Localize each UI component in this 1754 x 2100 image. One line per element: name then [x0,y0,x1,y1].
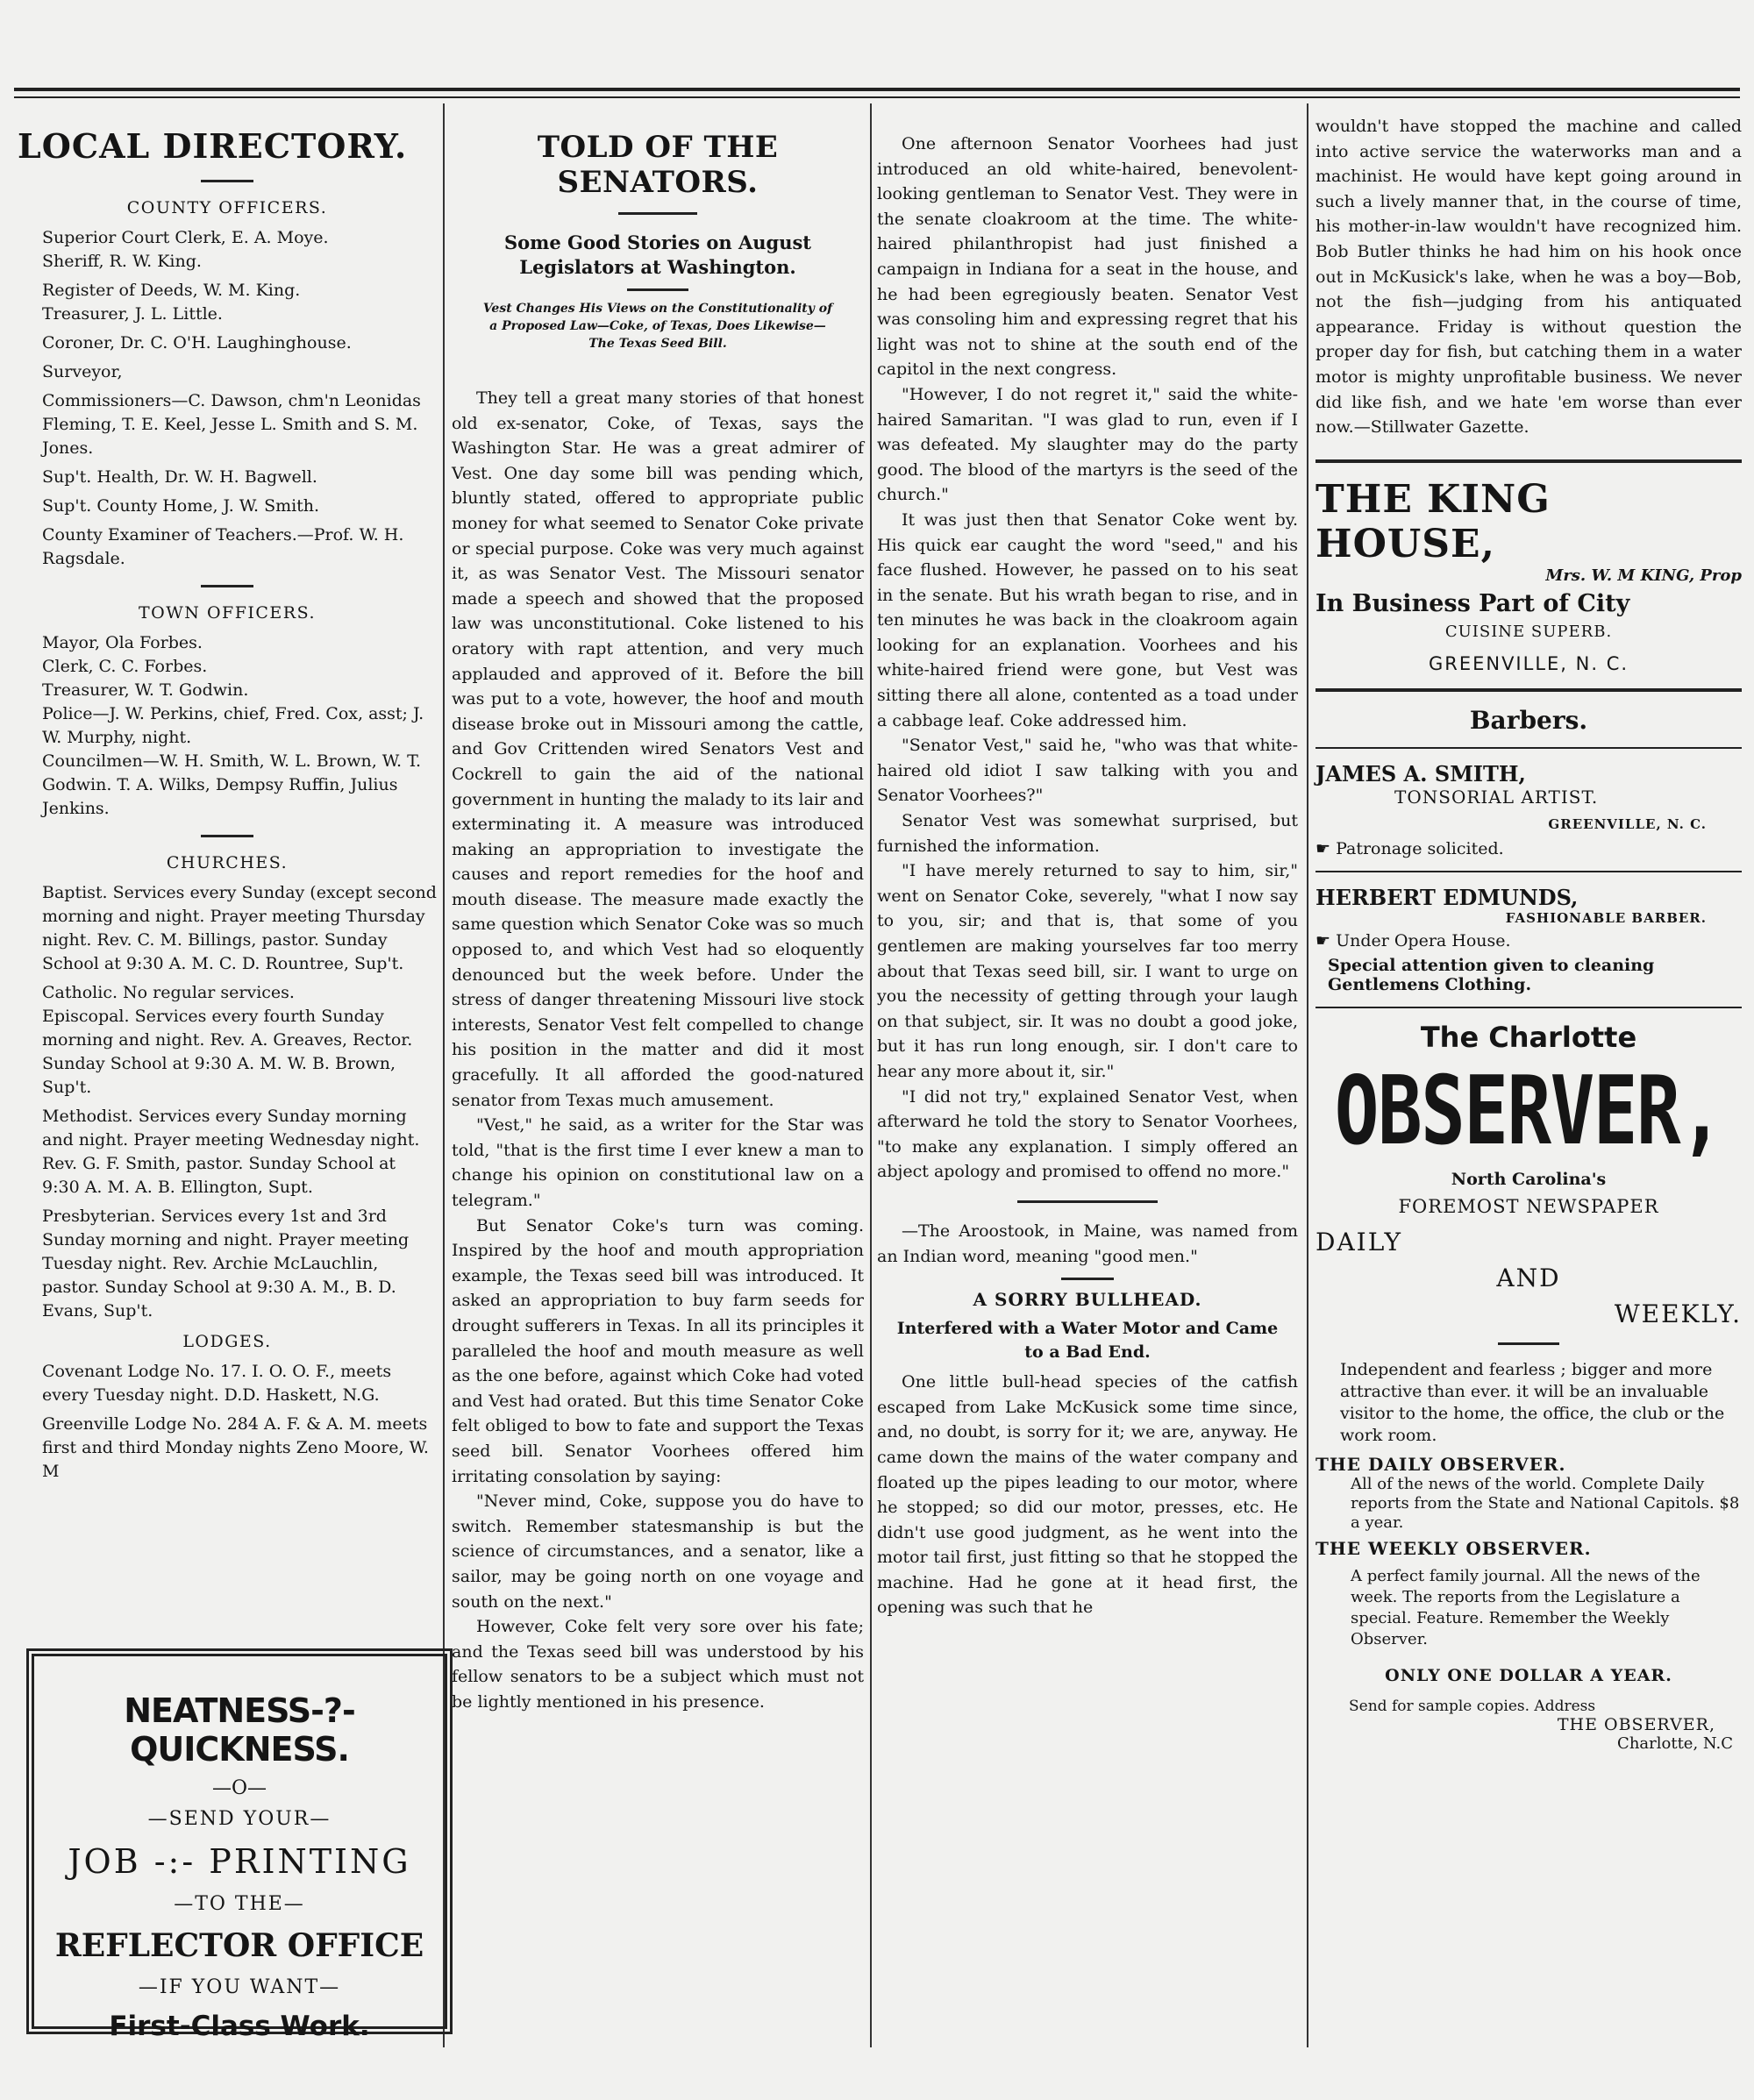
article-paragraph: However, Coke felt very sore over his fate; and the Texas seed bill was understood by his fellow senators to be a subject which must not be lightly mentioned in his presence. [452,1617,864,1712]
aroostook-note: —The Aroostook, in Maine, was named from an Indian word, meaning "good men." [877,1221,1298,1266]
divider [1316,747,1742,749]
county-heading: COUNTY OFFICERS. [126,198,328,217]
ad-ornament: —O— [211,1777,267,1799]
pointing-hand-icon: ☛ [1316,930,1337,950]
county-list [18,226,437,571]
smith-ad [1316,761,1742,858]
lodges-list [18,1360,437,1484]
observer-the: The Charlotte [1420,1020,1637,1054]
ad-line: —SEND YOUR— [147,1808,332,1830]
pointing-hand-icon: ☛ [1316,838,1337,858]
directory-entry: Coroner, Dr. C. O'H. Laughinghouse. [42,333,352,352]
smith-title: TONSORIAL ARTIST. [1394,786,1599,808]
directory-entry: Superior Court Clerk, E. A. Moye. [42,228,329,247]
king-house-ad [1316,477,1742,674]
church-entry: Catholic. No regular services. [42,983,295,1002]
barbers-heading: Barbers. [1469,705,1588,735]
smith-name: JAMES A. SMITH, [1316,760,1526,787]
observer-daily-head: THE DAILY OBSERVER. [1316,1453,1566,1475]
directory-entry: Commissioners—C. Dawson, chm'n Leonidas Fleming, T. E. Keel, Jesse L. Smith and S. M. Jones. [42,391,421,458]
observer-daily: DAILY [1316,1227,1403,1256]
column-rule [870,103,872,2047]
directory-entry: Councilmen—W. H. Smith, W. L. Brown, W. T. Godwin. T. A. Wilks, Dempsy Ruffin, Julius Jenkins. [42,751,421,818]
article-paragraph: "Never mind, Coke, suppose you do have to switch. Remember statesmanship is but the science of circumstances, and a senator, like a sailor, may be going north on one voyage and south on the next." [452,1491,864,1612]
observer-addr2: Charlotte, N.C [1617,1733,1733,1753]
article-paragraph: "I have merely returned to say to him, sir," went on Senator Coke, severely, "what I now say to you, sir; and that is, that some of you gentlemen are making yourselves far too merry about that Texas seed bill, sir. I want to urge on you the necessity of getting through your laugh on that subject, sir. It was no doubt a good joke, but it has run long enough, sir. I don't care to hear any more about it, sir." [877,861,1298,1081]
edmunds-note: Special attention given to cleaning Gentlemens Clothing. [1328,955,1655,994]
church-entry: Methodist. Services every Sunday morning and night. Prayer meeting Wednesday night. Rev. G. F. Smith, pastor. Sunday School at 9:30 A. M. A. B. Ellington, Supt. [42,1107,420,1197]
observer-and: AND [1496,1263,1561,1292]
bullhead-title: A SORRY BULLHEAD. [973,1289,1202,1311]
directory-entry: Police—J. W. Perkins, chief, Fred. Cox, asst; J. W. Murphy, night. [42,704,424,747]
observer-weekly-desc: A perfect family journal. All the news of the week. The reports from the Legislature a special. Feature. Remember the Weekly Observer. [1351,1566,1701,1648]
king-house-cuisine: CUISINE SUPERB. [1444,622,1613,641]
smith-city: GREENVILLE, N. C. [1548,815,1707,832]
ad-line: —TO THE— [174,1893,305,1915]
king-house-title: THE KING HOUSE, [1316,476,1551,566]
top-rule-thin [14,96,1740,98]
article-title: TOLD OF THE SENATORS. [537,130,779,200]
king-house-location: In Business Part of City [1316,589,1630,617]
observer-price: ONLY ONE DOLLAR A YEAR. [1385,1665,1672,1685]
article-paragraph: They tell a great many stories of that honest old ex-senator, Coke, of Texas, says the Washington Star. He was a great admirer of Vest. One day some bill was pending which, bluntly stated, offered to appropriate public money for what seemed to Senator Coke private or special purpose. Coke was very much against it, as was Senator Vest. The Missouri senator made a speech and showed that the proposed law was unconstitutional. Coke listened to his oratory with rapt attention, and very much applauded and approved of it. Before the bill was put to a vote, however, the hoof and mouth disease broke out in Missouri among the cattle, and Gov Crittenden wired Senators Vest and Cockrell to gain the aid of the national government in hunting the malady to its lair and exterminating it. A measure was introduced making an appropriation to investigate the causes and report remedies for the hoof and mouth disease. The measure made exactly the same question which Senator Coke was so much opposed to, and which Vest had so eloquently denounced but the week before. Under the stress of danger threatening Missouri live stock interests, Senator Vest felt compelled to change his position in the matter and did it most gracefully. It all afforded the good-natured senator from Texas much amusement. [452,388,864,1110]
church-entry: Baptist. Services every Sunday (except second morning and night. Prayer meeting Thursday night. Rev. C. M. Billings, pastor. Sunday School at 9:30 A. M. C. D. Rountree, Sup't. [42,883,437,973]
divider [201,585,253,587]
edmunds-location-text: Under Opera House. [1336,930,1511,950]
observer-daily-desc: All of the news of the world. Complete Daily reports from the State and National Capitols. $8 a year. [1351,1474,1740,1532]
article-subtitle: Some Good Stories on August Legislators at Washington. [503,231,812,278]
divider [618,212,697,215]
divider [1017,1200,1158,1203]
right-column [1316,114,1742,1753]
edmunds-title: FASHIONABLE BARBER. [1505,909,1707,926]
churches-heading: CHURCHES. [166,853,289,872]
article-paragraph: Senator Vest was somewhat surprised, but furnished the information. [877,811,1298,856]
article-paragraph: "Senator Vest," said he, "who was that white-haired old idiot I saw talking with you and Senator Voorhees?" [877,736,1298,806]
column-rule [1307,103,1308,2047]
directory-entry: Clerk, C. C. Forbes. [42,657,208,676]
observer-state: North Carolina's [1451,1169,1607,1189]
observer-weekly-head: THE WEEKLY OBSERVER. [1316,1537,1592,1559]
directory-entry: County Examiner of Teachers.—Prof. W. H. Ragsdale. [42,525,404,568]
directory-entry: Treasurer, J. L. Little. [42,304,223,324]
ad-job-printing: JOB -:- PRINTING [68,1842,411,1881]
observer-tag: FOREMOST NEWSPAPER [1398,1195,1659,1217]
article-paragraph: "However, I do not regret it," said the white-haired Samaritan. "I was glad to run, even if I was defeated. My slaughter may do the party good. The blood of the martyrs is the seed of the church." [877,384,1298,505]
ad-headline: NEATNESS-?-QUICKNESS. [124,1691,355,1769]
divider [1316,459,1742,463]
directory-entry: Treasurer, W. T. Godwin. [42,680,249,700]
article-paragraph: "I did not try," explained Senator Vest, when afterward he told the story to Senator Voorhees, "to make any explanation. I simply offered an abject apology and promised to offend no more." [877,1086,1298,1182]
divider [201,835,253,837]
edmunds-name: HERBERT EDMUNDS, [1316,884,1579,910]
ad-line: —IF YOU WANT— [138,1976,341,1998]
article-paragraph: "Vest," he said, as a writer for the Star was told, "that is the first time I ever knew a man to change his opinion on constitutional law on a telegram." [452,1115,864,1210]
church-entry: Presbyterian. Services every 1st and 3rd Sunday morning and night. Prayer meeting Tuesday night. Rev. Archie McLauchlin, pastor. Sunday School at 9:30 A. M., B. D. Evans, Sup't. [42,1207,410,1321]
article-paragraph: But Senator Coke's turn was coming. Inspired by the hoof and mouth appropriation example, the Texas seed bill was introduced. It asked an appropriation to buy farm seeds for drought sufferers in Texas. In all its principles it paralleled the hoof and mouth measure as well as the one before, against which Coke had voted and Vest had orated. But this time Senator Coke felt obliged to bow to fate and support the Texas seed bill. Senator Voorhees offered him irritating consolation by saying: [452,1215,864,1486]
senators-article-continued [877,132,1298,1620]
bullhead-body: One little bull-head species of the catfish escaped from Lake McKusick some time since, and, no doubt, is sorry for it; we are, anyway. He came down the mains of the water company and floated up the pipes leading to our motor, where he stopped; so did our motor, presses, etc. He didn't use good judgment, as he went into the motor tail first, just fitting so that he stopped the machine. Had he gone at it head first, the opening was such that he [877,1372,1298,1618]
bullhead-subtitle: Interfered with a Water Motor and Came to a Bad End. [896,1319,1279,1363]
senators-article [452,103,864,1714]
observer-name: OBSERVER, [1334,1056,1723,1166]
lodge-entry: Greenville Lodge No. 284 A. F. & A. M. meets first and third Monday nights Zeno Moore, W. M [42,1414,429,1481]
ad-reflector-office: REFLECTOR OFFICE [54,1927,424,1964]
article-deck: Vest Changes His Views on the Constitutionality of a Proposed Law—Coke, of Texas, Does Likewise—The Texas Seed Bill. [482,302,833,351]
divider [627,288,688,291]
edmunds-location [1316,931,1742,950]
king-house-prop: Mrs. W. M KING, Prop [1545,566,1742,585]
divider [1316,1007,1742,1008]
local-directory [18,103,437,1489]
bullhead-continued: wouldn't have stopped the machine and called into active service the waterworks man and a machinist. He would have kept going around in such a lively manner that, in the course of time, his mother-in-law wouldn't have recognized him. Bob Butler thinks he had him on his hook once out in McKusick's lake, when he was a boy—Bob, not the fish—judging from his antiquated appearance. Friday is without question the proper day for fish, but catching them in a water motor is mighty unprofitable business. We never did like fish, and we hate 'em worse than ever now.—Stillwater Gazette. [1316,117,1742,438]
directory-entry: Surveyor, [42,362,123,381]
observer-send: Send for sample copies. Address [1349,1697,1596,1715]
smith-note [1316,839,1742,858]
lodge-entry: Covenant Lodge No. 17. I. O. O. F., meets every Tuesday night. D.D. Haskett, N.G. [42,1362,392,1405]
edmunds-ad [1316,885,1742,994]
article-paragraph: One afternoon Senator Voorhees had just introduced an old white-haired, benevolent-looking gentleman to Senator Vest. They were in the senate cloakroom at the time. The white-haired philanthropist had just finished a campaign in Indiana for a seat in the house, and he had been egregiously beaten. Senator Vest was consoling him and expressing regret that his light was not to shine at the south end of the capitol in the next congress. [877,134,1298,380]
directory-entry: Mayor, Ola Forbes. [42,633,203,652]
observer-weekly: WEEKLY. [1614,1299,1742,1328]
directory-entry: Register of Deeds, W. M. King. [42,281,301,300]
article-paragraph: It was just then that Senator Coke went by. His quick ear caught the word "seed," and his face flushed. However, he passed on to his seat in the senate. But his wrath began to rise, and in ten minutes he was back in the cloakroom again looking for an explanation. Voorhees and his white-haired friend were gone, but Vest was sitting there all alone, contented as a toad under a cabbage leaf. Coke addressed him. [877,509,1298,730]
divider [201,180,253,182]
observer-intro: Independent and fearless ; bigger and more attractive than ever. it will be an invaluable visitor to the home, the office, the club or the work room. [1340,1359,1725,1445]
church-entry: Episcopal. Services every fourth Sunday morning and night. Rev. A. Greaves, Rector. Sunday School at 9:30 A. M. W. B. Brown, Sup't. [42,1007,413,1097]
town-list [18,631,437,821]
lodges-heading: LODGES. [182,1332,272,1351]
top-rule [14,88,1740,91]
observer-addr1: THE OBSERVER, [1557,1714,1715,1734]
directory-entry: Sheriff, R. W. King. [42,252,202,271]
ad-first-class: First-Class Work. [109,2011,370,2042]
printing-advertisement [26,1648,453,2042]
directory-entry: Sup't. Health, Dr. W. H. Bagwell. [42,467,317,487]
divider [1316,871,1742,872]
directory-title: LOCAL DIRECTORY. [18,126,408,166]
observer-ad [1316,1021,1742,1753]
king-house-city: GREENVILLE, N. C. [1428,652,1629,674]
divider [1316,688,1742,692]
town-heading: TOWN OFFICERS. [139,603,316,623]
smith-note-text: Patronage solicited. [1336,838,1504,858]
divider [1061,1278,1114,1280]
directory-entry: Sup't. County Home, J. W. Smith. [42,496,320,516]
churches-list [18,881,437,1323]
divider [1498,1342,1559,1345]
